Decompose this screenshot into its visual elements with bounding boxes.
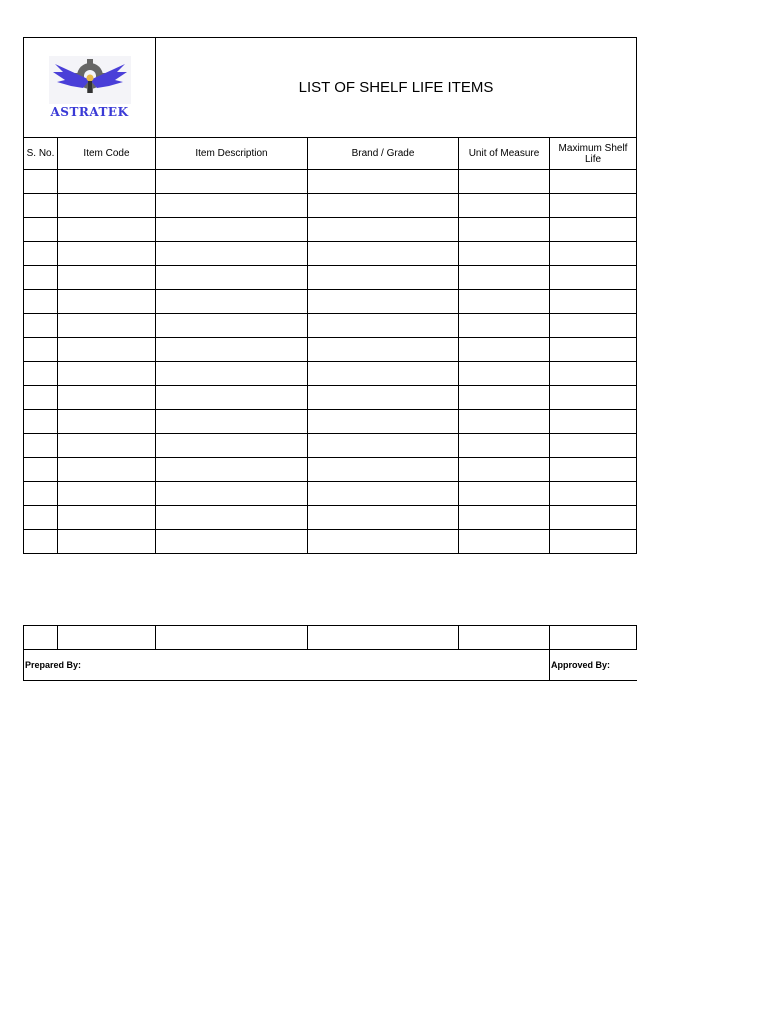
table-cell[interactable] bbox=[459, 170, 550, 194]
table-cell[interactable] bbox=[308, 290, 459, 314]
table-cell[interactable] bbox=[58, 290, 156, 314]
table-cell[interactable] bbox=[156, 362, 308, 386]
table-cell[interactable] bbox=[459, 266, 550, 290]
shelf-life-table bbox=[23, 37, 637, 554]
table-cell[interactable] bbox=[156, 242, 308, 266]
table-row bbox=[24, 482, 637, 506]
table-cell[interactable] bbox=[156, 626, 308, 650]
table-cell[interactable] bbox=[24, 194, 58, 218]
table-cell[interactable] bbox=[156, 506, 308, 530]
logo-text: ASTRATEK bbox=[50, 105, 129, 119]
table-cell[interactable] bbox=[58, 362, 156, 386]
table-cell[interactable] bbox=[550, 170, 637, 194]
col-header-item-code: Item Code bbox=[58, 138, 156, 170]
table-cell[interactable] bbox=[308, 338, 459, 362]
table-cell[interactable] bbox=[550, 506, 637, 530]
footer bbox=[23, 625, 636, 681]
table-cell[interactable] bbox=[24, 386, 58, 410]
table-cell[interactable] bbox=[459, 410, 550, 434]
table-cell[interactable] bbox=[24, 458, 58, 482]
table-cell[interactable] bbox=[308, 458, 459, 482]
table-cell[interactable] bbox=[550, 242, 637, 266]
table-cell[interactable] bbox=[459, 386, 550, 410]
table-cell[interactable] bbox=[156, 410, 308, 434]
table-cell[interactable] bbox=[459, 242, 550, 266]
table-cell[interactable] bbox=[156, 290, 308, 314]
astratek-logo-icon bbox=[49, 56, 131, 104]
table-cell[interactable] bbox=[24, 170, 58, 194]
table-cell[interactable] bbox=[58, 530, 156, 554]
table-cell[interactable] bbox=[550, 218, 637, 242]
table-cell[interactable] bbox=[24, 530, 58, 554]
col-header-max-shelf-life: Maximum Shelf Life bbox=[550, 138, 637, 170]
table-cell[interactable] bbox=[156, 194, 308, 218]
table-row bbox=[24, 626, 637, 650]
table-row bbox=[24, 386, 637, 410]
table-cell[interactable] bbox=[156, 338, 308, 362]
table-cell[interactable] bbox=[308, 434, 459, 458]
table-cell[interactable] bbox=[308, 218, 459, 242]
table-cell[interactable] bbox=[156, 482, 308, 506]
table-cell[interactable] bbox=[156, 314, 308, 338]
table-cell[interactable] bbox=[58, 386, 156, 410]
table-cell[interactable] bbox=[308, 410, 459, 434]
table-cell[interactable] bbox=[550, 482, 637, 506]
table-cell[interactable] bbox=[24, 218, 58, 242]
table-cell[interactable] bbox=[459, 482, 550, 506]
table-row bbox=[24, 458, 637, 482]
table-cell[interactable] bbox=[156, 458, 308, 482]
table-cell[interactable] bbox=[459, 506, 550, 530]
table-cell[interactable] bbox=[308, 626, 459, 650]
table-row bbox=[24, 338, 637, 362]
table-cell[interactable] bbox=[58, 338, 156, 362]
table-cell[interactable] bbox=[308, 242, 459, 266]
table-header bbox=[24, 138, 637, 170]
table-row bbox=[24, 362, 637, 386]
table-cell[interactable] bbox=[308, 194, 459, 218]
table-cell[interactable] bbox=[459, 458, 550, 482]
table-cell[interactable] bbox=[156, 170, 308, 194]
col-header-item-description: Item Description bbox=[156, 138, 308, 170]
page-title: LIST OF SHELF LIFE ITEMS bbox=[156, 38, 637, 138]
table-cell[interactable] bbox=[24, 242, 58, 266]
shelf-life-form bbox=[23, 37, 636, 554]
table-cell[interactable] bbox=[58, 242, 156, 266]
table-cell[interactable] bbox=[459, 290, 550, 314]
table-cell[interactable] bbox=[550, 386, 637, 410]
table-cell[interactable] bbox=[550, 530, 637, 554]
table-cell[interactable] bbox=[550, 434, 637, 458]
table-row bbox=[24, 194, 637, 218]
table-cell[interactable] bbox=[58, 218, 156, 242]
table-cell[interactable] bbox=[58, 410, 156, 434]
table-cell[interactable] bbox=[550, 266, 637, 290]
table-cell[interactable] bbox=[308, 386, 459, 410]
table-cell[interactable] bbox=[58, 170, 156, 194]
approved-by-label: Approved By: bbox=[550, 650, 637, 681]
table-row bbox=[24, 242, 637, 266]
table-cell[interactable] bbox=[308, 314, 459, 338]
prepared-by-label: Prepared By: bbox=[24, 650, 550, 681]
table-cell[interactable] bbox=[459, 338, 550, 362]
table-row bbox=[24, 506, 637, 530]
table-cell[interactable] bbox=[308, 362, 459, 386]
table-cell[interactable] bbox=[156, 386, 308, 410]
table-row bbox=[24, 290, 637, 314]
table-cell[interactable] bbox=[24, 290, 58, 314]
table-cell[interactable] bbox=[24, 626, 58, 650]
table-row bbox=[24, 266, 637, 290]
table-cell[interactable] bbox=[58, 266, 156, 290]
table-cell[interactable] bbox=[24, 314, 58, 338]
table-cell[interactable] bbox=[308, 530, 459, 554]
table-cell[interactable] bbox=[459, 218, 550, 242]
table-cell[interactable] bbox=[58, 458, 156, 482]
table-cell[interactable] bbox=[58, 314, 156, 338]
table-row bbox=[24, 314, 637, 338]
col-header-sno: S. No. bbox=[24, 138, 58, 170]
logo-cell bbox=[24, 38, 156, 138]
table-cell[interactable] bbox=[58, 482, 156, 506]
table-row bbox=[24, 218, 637, 242]
table-cell[interactable] bbox=[459, 530, 550, 554]
table-cell[interactable] bbox=[24, 338, 58, 362]
table-cell[interactable] bbox=[24, 266, 58, 290]
table-cell[interactable] bbox=[550, 362, 637, 386]
footer-table bbox=[23, 625, 637, 681]
col-header-brand-grade: Brand / Grade bbox=[308, 138, 459, 170]
table-cell[interactable] bbox=[550, 626, 637, 650]
table-cell[interactable] bbox=[24, 506, 58, 530]
table-cell[interactable] bbox=[550, 338, 637, 362]
table-cell[interactable] bbox=[459, 194, 550, 218]
table-cell[interactable] bbox=[550, 194, 637, 218]
table-cell[interactable] bbox=[550, 290, 637, 314]
table-cell[interactable] bbox=[308, 170, 459, 194]
table-cell[interactable] bbox=[308, 506, 459, 530]
table-cell[interactable] bbox=[459, 626, 550, 650]
table-row bbox=[24, 170, 637, 194]
table-cell[interactable] bbox=[550, 314, 637, 338]
table-cell[interactable] bbox=[24, 410, 58, 434]
table-row bbox=[24, 434, 637, 458]
table-cell[interactable] bbox=[156, 434, 308, 458]
table-cell[interactable] bbox=[459, 434, 550, 458]
table-cell[interactable] bbox=[308, 482, 459, 506]
table-cell[interactable] bbox=[308, 266, 459, 290]
table-row bbox=[24, 410, 637, 434]
table-cell[interactable] bbox=[459, 314, 550, 338]
table-cell[interactable] bbox=[58, 194, 156, 218]
table-cell[interactable] bbox=[24, 482, 58, 506]
table-cell[interactable] bbox=[156, 530, 308, 554]
table-cell[interactable] bbox=[459, 362, 550, 386]
table-cell[interactable] bbox=[24, 434, 58, 458]
table-cell[interactable] bbox=[156, 218, 308, 242]
table-cell[interactable] bbox=[24, 362, 58, 386]
table-body bbox=[24, 170, 637, 554]
table-cell[interactable] bbox=[58, 626, 156, 650]
col-header-unit-of-measure: Unit of Measure bbox=[459, 138, 550, 170]
table-cell[interactable] bbox=[58, 506, 156, 530]
table-cell[interactable] bbox=[550, 458, 637, 482]
table-cell[interactable] bbox=[156, 266, 308, 290]
table-row bbox=[24, 530, 637, 554]
table-cell[interactable] bbox=[58, 434, 156, 458]
table-cell[interactable] bbox=[550, 410, 637, 434]
